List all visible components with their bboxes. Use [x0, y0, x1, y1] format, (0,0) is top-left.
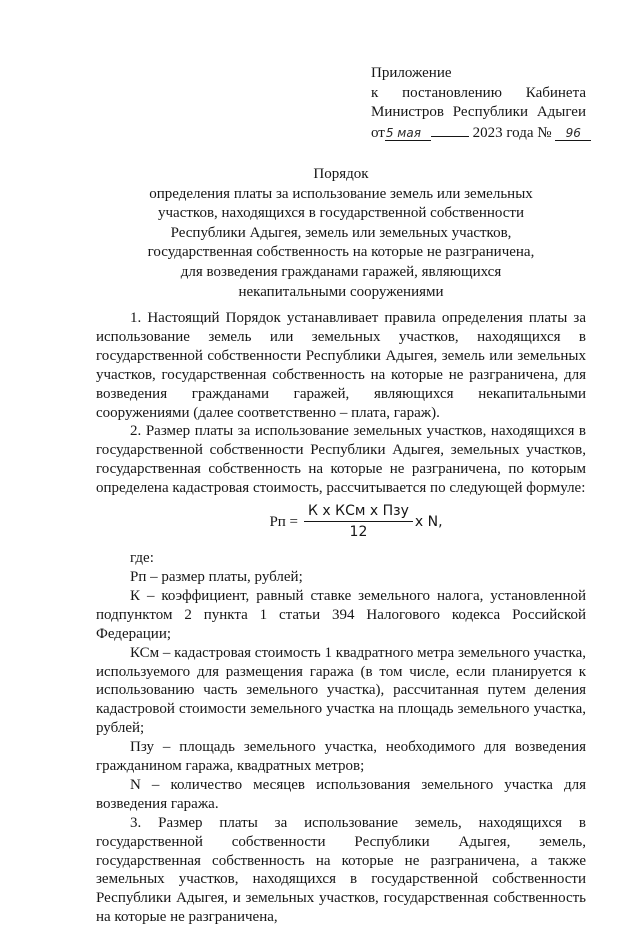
handwritten-number: 96: [555, 126, 591, 141]
title-line: некапитальными сооружениями: [238, 283, 444, 300]
formula-fraction: [304, 503, 413, 541]
title-line: государственная собственность на которые не разграничена,: [147, 244, 535, 261]
appendix-line-3: Министров Республики Адыгеи: [371, 104, 586, 120]
title-line: Республики Адыгея, земель или земельных участков,: [170, 224, 512, 241]
appendix-line-2: к постановлению Кабинета: [371, 84, 586, 101]
appendix-date-line: от5 мая 2023 года № 96: [371, 123, 586, 144]
paragraph-2: 2. Размер платы за использование земельных участков, находящихся в государственной собственности Республики Адыгея, земельных участков, государственная собственность на которые не разграничена, по которым определена кадастровая стоимость, рассчитывается по следующей формуле:: [96, 423, 586, 497]
definition-k: К – коэффициент, равный ставке земельного налога, установленной подпунктом 2 пункта 1 статьи 394 Налогового кодекса Российской Федерации;: [96, 587, 586, 642]
paragraph-1: 1. Настоящий Порядок устанавливает правила определения платы за использование земель или земельных участков, находящихся в государственной собственности Республики Адыгея, земель или земельных участков, государственная собственность на которые не разграничена, для возведения гражданами гаражей, являющихся некапитальными сооружениями (далее соответственно – плата, гараж).: [96, 310, 586, 421]
formula-lhs: Рп =: [269, 513, 299, 530]
title-line: определения платы за использование земель или земельных: [149, 185, 533, 202]
formula-denominator: 12: [349, 524, 368, 541]
where-label: где:: [130, 550, 154, 567]
definition-rp: Рп – размер платы, рублей;: [130, 568, 303, 585]
formula-rhs: x N,: [414, 513, 443, 530]
appendix-title: Приложение: [371, 65, 452, 81]
formula-numerator: К x КСм x Пзу: [304, 503, 413, 522]
paragraph-3: 3. Размер платы за использование земель, находящихся в государственной собственности Республики Адыгея, земель, государственная собственность на которые не разграничена, а также земельных участков, находящихся в государственной собственности Республики Адыгея, и земельных участков, государственная собственность на которые не разграничена,: [96, 814, 586, 926]
title-heading: Порядок: [313, 166, 369, 182]
date-underline: [431, 123, 469, 137]
definition-pzu: Пзу – площадь земельного участка, необходимого для возведения гражданином гаража, квадратных метров;: [96, 739, 586, 775]
definition-ksm: КСм – кадастровая стоимость 1 квадратного метра земельного участка, используемого для размещения гаража (в том числе, если планируется к использованию часть земельного участка), рассчитанная путем деления кадастровой стоимости земельного участка на площадь земельного участка, рублей;: [96, 644, 586, 737]
document-title: [96, 165, 586, 302]
handwritten-date: 5 мая: [385, 126, 431, 141]
document-body: [96, 309, 586, 927]
payment-formula: [96, 499, 586, 545]
definition-n: N – количество месяцев использования земельного участка для возведения гаража.: [96, 776, 586, 812]
appendix-header: [371, 64, 586, 143]
title-line: для возведения гражданами гаражей, являющихся: [180, 263, 502, 280]
title-line: участков, находящихся в государственной собственности: [158, 205, 524, 222]
